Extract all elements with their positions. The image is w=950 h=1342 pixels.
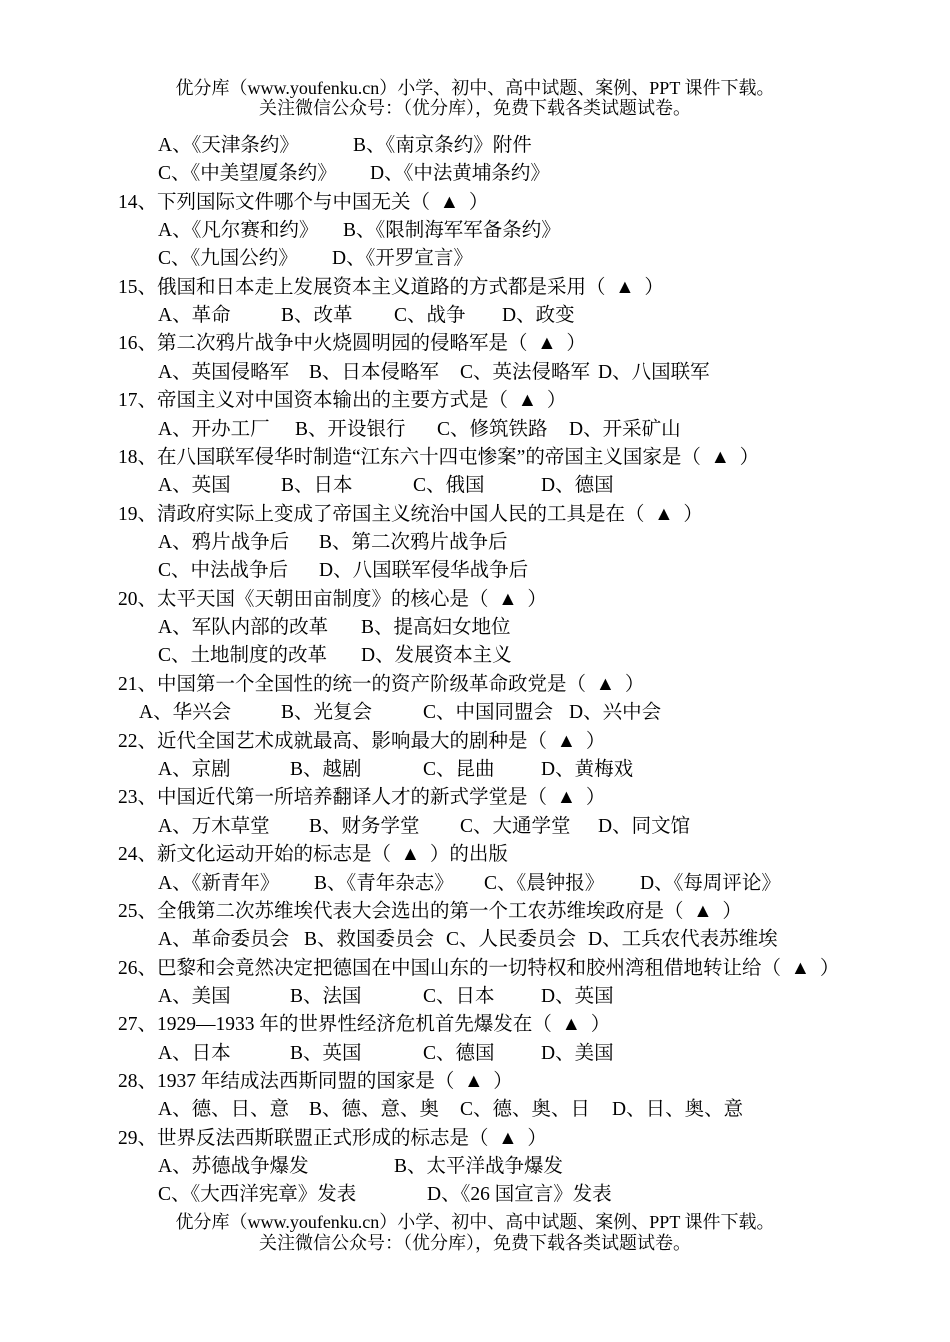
question-28 xyxy=(118,1070,938,1094)
option-b: B、日本侵略军 xyxy=(309,362,440,383)
option-d: D、《26 国宣言》发表 xyxy=(427,1184,612,1205)
question-stem: 俄国和日本走上发展资本主义道路的方式都是采用（ ▲ ） xyxy=(157,277,664,298)
option-c: C、昆曲 xyxy=(423,759,495,780)
question-14 xyxy=(118,191,938,215)
question-15 xyxy=(118,276,938,300)
option-a: A、鸦片战争后 xyxy=(158,532,290,553)
option-c: C、英法侵略军 xyxy=(460,362,591,383)
options-row xyxy=(0,644,950,668)
question-stem: 中国近代第一所培养翻译人才的新式学堂是（ ▲ ） xyxy=(157,787,606,808)
options-row xyxy=(0,162,950,186)
question-stem: 清政府实际上变成了帝国主义统治中国人民的工具是在（ ▲ ） xyxy=(157,504,703,525)
question-number: 24、 xyxy=(118,844,158,865)
question-22 xyxy=(118,730,938,754)
question-stem: 新文化运动开始的标志是（ ▲ ）的出版 xyxy=(157,844,508,865)
question-stem: 巴黎和会竟然决定把德国在中国山东的一切特权和胶州湾租借地转让给（ ▲ ） xyxy=(157,958,840,979)
question-27 xyxy=(118,1013,938,1037)
option-a: A、英国 xyxy=(158,475,231,496)
question-number: 28、 xyxy=(118,1071,158,1092)
option-c: C、德、奥、日 xyxy=(460,1099,591,1120)
question-18 xyxy=(118,446,938,470)
option-a: A、德、日、意 xyxy=(158,1099,290,1120)
option-b: B、《青年杂志》 xyxy=(314,873,454,894)
question-number: 26、 xyxy=(118,958,158,979)
option-d: D、发展资本主义 xyxy=(361,645,512,666)
option-a: A、日本 xyxy=(158,1043,231,1064)
option-a: A、《新青年》 xyxy=(158,873,280,894)
question-25 xyxy=(118,900,938,924)
option-d: D、《每周评论》 xyxy=(640,873,781,894)
option-c: C、俄国 xyxy=(413,475,485,496)
option-a: A、《天津条约》 xyxy=(158,135,299,156)
question-number: 14、 xyxy=(118,192,158,213)
option-b: B、《南京条约》附件 xyxy=(353,135,532,156)
question-20 xyxy=(118,588,938,612)
option-d: D、八国联军 xyxy=(598,362,710,383)
options-row xyxy=(0,872,950,896)
option-c: C、修筑铁路 xyxy=(437,419,548,440)
option-a: A、京剧 xyxy=(158,759,231,780)
option-a: A、英国侵略军 xyxy=(158,362,290,383)
question-number: 21、 xyxy=(118,674,158,695)
option-b: B、法国 xyxy=(290,986,362,1007)
options-row xyxy=(0,531,950,555)
option-c: C、中法战争后 xyxy=(158,560,289,581)
option-b: B、日本 xyxy=(281,475,353,496)
header-line-2: 关注微信公众号：（优分库），免费下载各类试题试卷。 xyxy=(259,98,691,118)
options-row xyxy=(0,758,950,782)
option-a: A、华兴会 xyxy=(139,702,232,723)
options-row xyxy=(0,985,950,1009)
option-c: C、战争 xyxy=(394,305,466,326)
option-b: B、财务学堂 xyxy=(309,816,420,837)
options-row xyxy=(0,1098,950,1122)
question-21 xyxy=(118,673,938,697)
option-d: D、美国 xyxy=(541,1043,614,1064)
option-c: C、《中美望厦条约》 xyxy=(158,163,337,184)
option-a: A、《凡尔赛和约》 xyxy=(158,220,319,241)
options-row xyxy=(0,1042,950,1066)
question-stem: 1937 年结成法西斯同盟的国家是（ ▲ ） xyxy=(157,1071,513,1092)
question-stem: 中国第一个全国性的统一的资产阶级革命政党是（ ▲ ） xyxy=(157,674,645,695)
options-row xyxy=(0,1155,950,1179)
option-c: C、《九国公约》 xyxy=(158,248,298,269)
question-number: 22、 xyxy=(118,731,158,752)
option-a: A、军队内部的改革 xyxy=(158,617,329,638)
question-19 xyxy=(118,503,938,527)
option-a: A、开办工厂 xyxy=(158,419,270,440)
option-c: C、日本 xyxy=(423,986,495,1007)
question-number: 18、 xyxy=(118,447,158,468)
question-17 xyxy=(118,389,938,413)
question-stem: 第二次鸦片战争中火烧圆明园的侵略军是（ ▲ ） xyxy=(157,333,586,354)
option-b: B、救国委员会 xyxy=(304,929,435,950)
question-29 xyxy=(118,1127,938,1151)
question-stem: 1929—1933 年的世界性经济危机首先爆发在（ ▲ ） xyxy=(157,1014,611,1035)
question-23 xyxy=(118,786,938,810)
option-d: D、工兵农代表苏维埃 xyxy=(588,929,778,950)
question-number: 15、 xyxy=(118,277,158,298)
option-b: B、德、意、奥 xyxy=(309,1099,440,1120)
footer-line-2: 关注微信公众号：（优分库），免费下载各类试题试卷。 xyxy=(259,1233,691,1253)
options-row xyxy=(0,1183,950,1207)
option-d: D、政变 xyxy=(502,305,575,326)
options-row xyxy=(0,361,950,385)
option-d: D、英国 xyxy=(541,986,614,1007)
option-d: D、黄梅戏 xyxy=(541,759,634,780)
option-b: B、《限制海军军备条约》 xyxy=(343,220,561,241)
option-a: A、美国 xyxy=(158,986,231,1007)
question-16 xyxy=(118,332,938,356)
options-row xyxy=(0,616,950,640)
option-a: A、革命委员会 xyxy=(158,929,290,950)
question-stem: 全俄第二次苏维埃代表大会选出的第一个工农苏维埃政府是（ ▲ ） xyxy=(157,901,742,922)
option-d: D、同文馆 xyxy=(598,816,691,837)
options-row xyxy=(0,928,950,952)
question-number: 25、 xyxy=(118,901,158,922)
options-row xyxy=(0,815,950,839)
option-c: C、《大西洋宪章》发表 xyxy=(158,1184,357,1205)
header-line-1: 优分库（www.youfenku.cn）小学、初中、高中试题、案例、PPT 课件下载。 xyxy=(175,78,775,98)
question-number: 20、 xyxy=(118,589,158,610)
question-stem: 近代全国艺术成就最高、影响最大的剧种是（ ▲ ） xyxy=(157,731,606,752)
option-c: C、人民委员会 xyxy=(446,929,577,950)
option-c: C、中国同盟会 xyxy=(423,702,554,723)
option-b: B、太平洋战争爆发 xyxy=(394,1156,564,1177)
options-row xyxy=(0,418,950,442)
option-d: D、日、奥、意 xyxy=(612,1099,744,1120)
options-row xyxy=(0,701,950,725)
question-26 xyxy=(118,957,938,981)
question-number: 27、 xyxy=(118,1014,158,1035)
option-b: B、开设银行 xyxy=(295,419,406,440)
option-a: A、苏德战争爆发 xyxy=(158,1156,309,1177)
question-number: 29、 xyxy=(118,1128,158,1149)
question-stem: 世界反法西斯联盟正式形成的标志是（ ▲ ） xyxy=(157,1128,547,1149)
options-row xyxy=(0,304,950,328)
option-d: D、兴中会 xyxy=(569,702,662,723)
option-d: D、开采矿山 xyxy=(569,419,681,440)
question-number: 16、 xyxy=(118,333,158,354)
option-c: C、土地制度的改革 xyxy=(158,645,328,666)
option-d: D、《中法黄埔条约》 xyxy=(370,163,550,184)
question-stem: 下列国际文件哪个与中国无关（ ▲ ） xyxy=(157,192,489,213)
option-c: C、《晨钟报》 xyxy=(484,873,605,894)
option-c: C、大通学堂 xyxy=(460,816,571,837)
option-b: B、第二次鸦片战争后 xyxy=(319,532,508,553)
options-row xyxy=(0,219,950,243)
question-number: 19、 xyxy=(118,504,158,525)
option-a: A、革命 xyxy=(158,305,231,326)
option-b: B、越剧 xyxy=(290,759,362,780)
option-b: B、改革 xyxy=(281,305,353,326)
question-number: 23、 xyxy=(118,787,158,808)
option-b: B、英国 xyxy=(290,1043,362,1064)
option-b: B、光复会 xyxy=(281,702,373,723)
option-a: A、万木草堂 xyxy=(158,816,270,837)
option-c: C、德国 xyxy=(423,1043,495,1064)
question-stem: 在八国联军侵华时制造“江东六十四屯惨案”的帝国主义国家是（ ▲ ） xyxy=(157,447,760,468)
option-d: D、德国 xyxy=(541,475,614,496)
question-stem: 太平天国《天朝田亩制度》的核心是（ ▲ ） xyxy=(157,589,547,610)
options-row xyxy=(0,559,950,583)
question-number: 17、 xyxy=(118,390,158,411)
option-b: B、提高妇女地位 xyxy=(361,617,511,638)
question-24 xyxy=(118,843,938,867)
question-stem: 帝国主义对中国资本输出的主要方式是（ ▲ ） xyxy=(157,390,567,411)
options-row xyxy=(0,474,950,498)
option-d: D、八国联军侵华战争后 xyxy=(319,560,529,581)
options-row xyxy=(0,247,950,271)
options-row xyxy=(0,134,950,158)
footer-line-1: 优分库（www.youfenku.cn）小学、初中、高中试题、案例、PPT 课件下载。 xyxy=(175,1212,775,1232)
option-d: D、《开罗宣言》 xyxy=(332,248,473,269)
